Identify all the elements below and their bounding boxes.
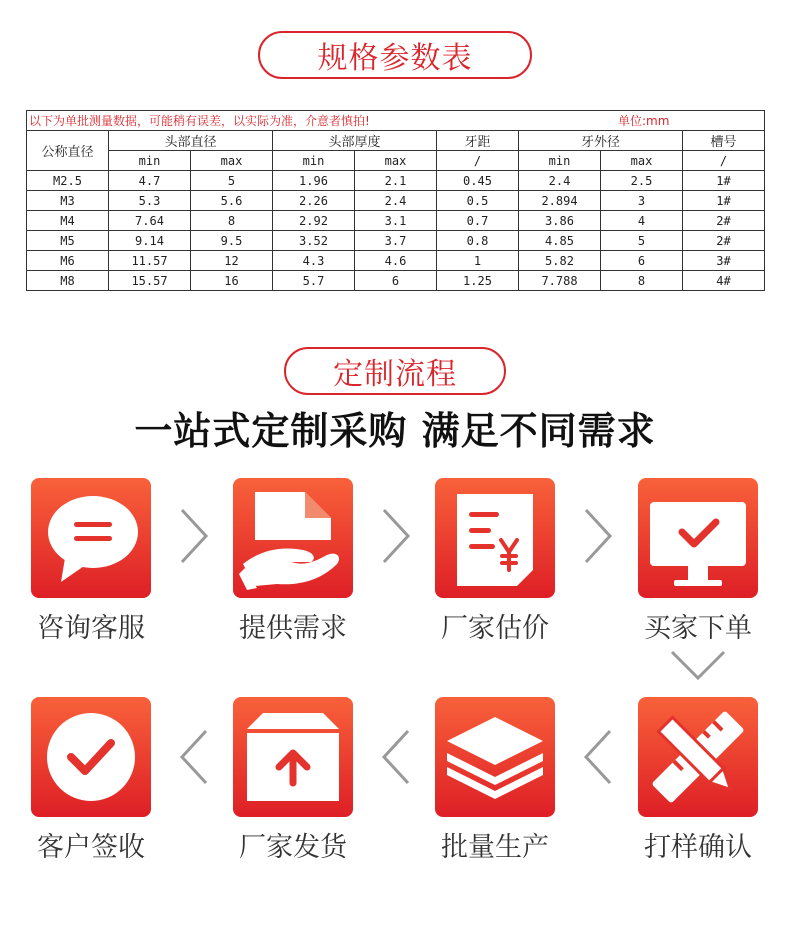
table-cell: 6 (601, 251, 683, 271)
measurement-note: 以下为单批测量数据，可能稍有误差，以实际为准，介意者慎拍! (29, 114, 370, 128)
table-cell: 2.5 (601, 171, 683, 191)
table-cell: 8 (191, 211, 273, 231)
table-cell: 0.45 (437, 171, 519, 191)
table-cell: 9.14 (109, 231, 191, 251)
subheader-cell: / (683, 151, 765, 171)
table-cell: 7.64 (109, 211, 191, 231)
table-cell: 1.96 (273, 171, 355, 191)
table-row (27, 171, 765, 191)
step-label: 咨询客服 (37, 613, 145, 644)
table-cell: 9.5 (191, 231, 273, 251)
table-cell: 1# (683, 171, 765, 191)
table-cell: 2.1 (355, 171, 437, 191)
table-cell: 0.5 (437, 191, 519, 211)
step-sample (638, 697, 758, 863)
table-cell: 2# (683, 231, 765, 251)
step-tile (233, 697, 353, 817)
monitor-check-icon (638, 478, 758, 598)
chevron-down-icon (668, 648, 728, 682)
step-quote (435, 478, 555, 644)
table-cell: 1.25 (437, 271, 519, 291)
unit-label: 单位:mm (618, 114, 670, 128)
step-production (435, 697, 555, 863)
spec-table (26, 110, 765, 291)
table-cell: 1# (683, 191, 765, 211)
table-cell: 3.1 (355, 211, 437, 231)
step-tile (31, 697, 151, 817)
step-tile (638, 697, 758, 817)
table-cell: 2.894 (519, 191, 601, 211)
subheader-cell: max (355, 151, 437, 171)
flow-headline: 一站式定制采购 满足不同需求 (134, 409, 656, 453)
header-outer-diameter: 牙外径 (519, 131, 683, 151)
table-row (27, 271, 765, 291)
step-signoff (31, 697, 151, 863)
header-slot: 槽号 (683, 131, 765, 151)
table-cell: 4# (683, 271, 765, 291)
step-label: 买家下单 (644, 613, 752, 644)
step-tile (233, 478, 353, 598)
step-label: 客户签收 (37, 832, 145, 863)
table-cell: 2.92 (273, 211, 355, 231)
step-tile (638, 478, 758, 598)
header-head-diameter: 头部直径 (109, 131, 273, 151)
step-label: 批量生产 (441, 832, 549, 863)
chat-bubble-icon (31, 478, 151, 598)
layers-stack-icon (435, 697, 555, 817)
table-cell: 12 (191, 251, 273, 271)
step-tile (31, 478, 151, 598)
chevron-right-icon (176, 506, 210, 566)
table-cell: M4 (27, 211, 109, 231)
table-cell: 5.6 (191, 191, 273, 211)
document-hand-icon (233, 478, 353, 598)
table-note (27, 111, 765, 131)
table-cell: 11.57 (109, 251, 191, 271)
subheader-cell: / (437, 151, 519, 171)
step-label: 厂家估价 (441, 613, 549, 644)
chevron-left-icon (176, 727, 210, 787)
spec-table-title: 规格参数表 (258, 31, 532, 79)
table-cell: 7.788 (519, 271, 601, 291)
header-pitch: 牙距 (437, 131, 519, 151)
step-label: 打样确认 (644, 832, 752, 863)
table-cell: 6 (355, 271, 437, 291)
table-cell: 8 (601, 271, 683, 291)
table-cell: 2.4 (519, 171, 601, 191)
table-row (27, 231, 765, 251)
subheader-cell: max (191, 151, 273, 171)
header-head-thickness: 头部厚度 (273, 131, 437, 151)
table-cell: 5.7 (273, 271, 355, 291)
box-upload-icon (233, 697, 353, 817)
subheader-cell: min (109, 151, 191, 171)
table-cell: 5 (191, 171, 273, 191)
table-cell: 5.82 (519, 251, 601, 271)
step-label: 提供需求 (239, 613, 347, 644)
table-cell: 0.8 (437, 231, 519, 251)
table-cell: 0.7 (437, 211, 519, 231)
table-cell: M3 (27, 191, 109, 211)
table-cell: 3# (683, 251, 765, 271)
chevron-right-icon (378, 506, 412, 566)
table-cell: 4 (601, 211, 683, 231)
price-quote-icon (435, 478, 555, 598)
table-cell: 4.7 (109, 171, 191, 191)
step-tile (435, 697, 555, 817)
step-tile (435, 478, 555, 598)
pencil-ruler-icon (638, 697, 758, 817)
table-cell: 4.85 (519, 231, 601, 251)
table-row (27, 211, 765, 231)
table-cell: 5 (601, 231, 683, 251)
table-cell: 3.86 (519, 211, 601, 231)
table-row (27, 251, 765, 271)
table-cell: M2.5 (27, 171, 109, 191)
table-cell: 4.6 (355, 251, 437, 271)
check-circle-icon (31, 697, 151, 817)
table-cell: 15.57 (109, 271, 191, 291)
step-requirements (233, 478, 353, 644)
table-cell: 3.7 (355, 231, 437, 251)
table-cell: 2.4 (355, 191, 437, 211)
table-cell: 2# (683, 211, 765, 231)
subheader-cell: max (601, 151, 683, 171)
table-row (27, 191, 765, 211)
step-label: 厂家发货 (239, 832, 347, 863)
table-cell: 4.3 (273, 251, 355, 271)
table-cell: 16 (191, 271, 273, 291)
table-cell: M6 (27, 251, 109, 271)
table-cell: 3.52 (273, 231, 355, 251)
table-cell: 5.3 (109, 191, 191, 211)
subheader-cell: min (519, 151, 601, 171)
chevron-right-icon (580, 506, 614, 566)
chevron-left-icon (580, 727, 614, 787)
chevron-left-icon (378, 727, 412, 787)
table-cell: 2.26 (273, 191, 355, 211)
table-cell: M5 (27, 231, 109, 251)
table-cell: 3 (601, 191, 683, 211)
step-consult (31, 478, 151, 644)
table-cell: 1 (437, 251, 519, 271)
table-cell: M8 (27, 271, 109, 291)
flow-title: 定制流程 (284, 347, 506, 395)
subheader-cell: min (273, 151, 355, 171)
step-shipping (233, 697, 353, 863)
header-nominal: 公称直径 (27, 131, 109, 171)
step-order (638, 478, 758, 644)
subheader-row (27, 151, 765, 171)
